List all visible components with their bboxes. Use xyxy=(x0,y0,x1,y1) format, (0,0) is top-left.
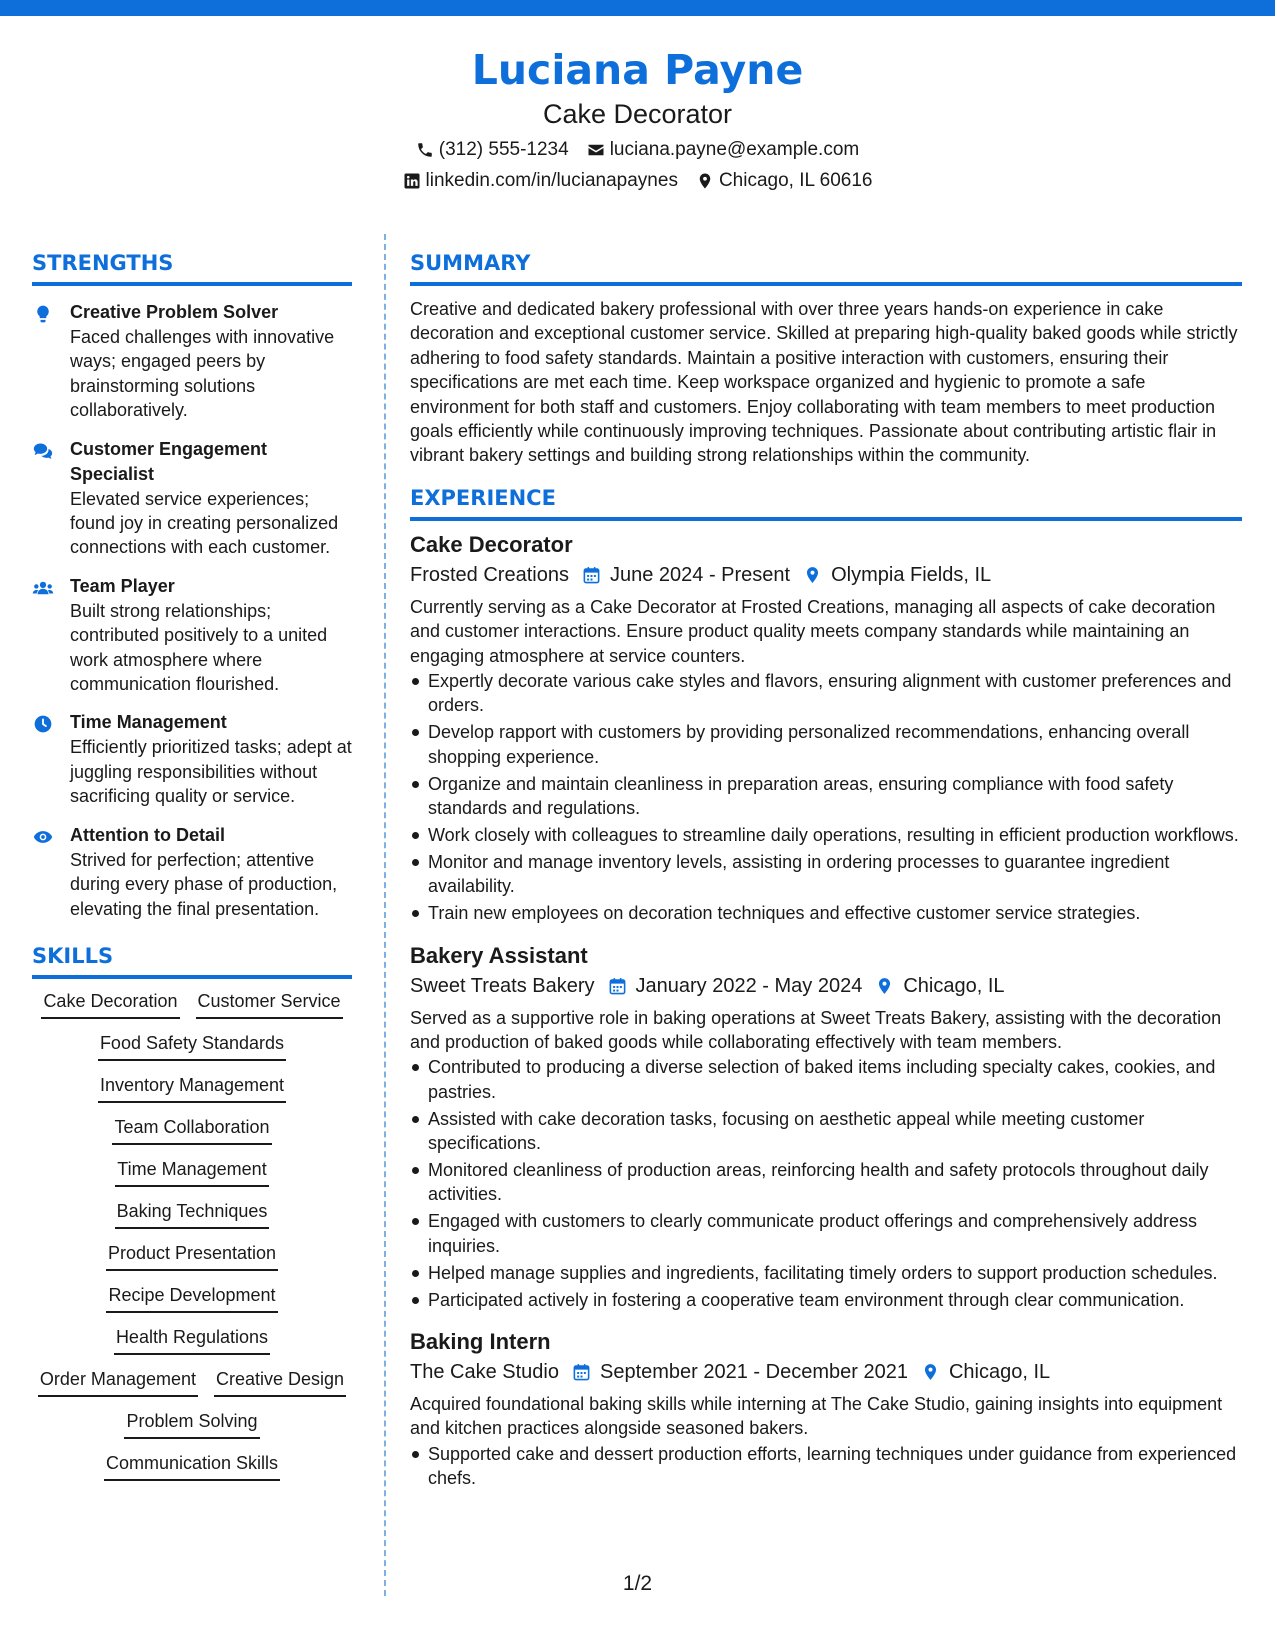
contact-row-1 xyxy=(0,138,1275,162)
strength-desc: Efficiently prioritized tasks; adept at juggling responsibilities without sacrificing quality or service. xyxy=(70,737,352,807)
location-text: Chicago, IL 60616 xyxy=(718,170,873,191)
linkedin-icon xyxy=(403,172,421,190)
job-description: Served as a supportive role in baking operations at Sweet Treats Bakery, assisting with the decoration and production of baked goods while collaborating effectively with team members. xyxy=(410,1007,1222,1053)
job-meta xyxy=(410,972,1242,1000)
strength-item xyxy=(32,823,352,921)
job-bullet: Assisted with cake decoration tasks, focusing on aesthetic appeal while meeting customer specifications. xyxy=(410,1107,1242,1156)
job-title: Baking Intern xyxy=(410,1329,551,1354)
skill-tag: Communication Skills xyxy=(104,1451,280,1481)
strength-desc: Built strong relationships; contributed positively to a united work atmosphere where communication flourished. xyxy=(70,600,328,695)
job-company: Sweet Treats Bakery xyxy=(410,974,595,997)
skill-tag: Customer Service xyxy=(196,989,343,1019)
job-bullet: Supported cake and dessert production efforts, learning techniques under guidance from experienced chefs. xyxy=(410,1442,1242,1491)
phone-icon xyxy=(416,141,434,159)
skill-tag: Inventory Management xyxy=(98,1073,286,1103)
strength-title: Customer Engagement Specialist xyxy=(70,438,268,484)
strength-title: Team Player xyxy=(70,575,175,596)
eye-icon xyxy=(32,827,54,847)
skills-list xyxy=(32,989,352,1481)
clock-icon xyxy=(32,714,54,734)
column-divider xyxy=(384,234,386,1596)
skill-tag: Health Regulations xyxy=(114,1325,270,1355)
resume-header xyxy=(0,42,1275,193)
calendar-icon xyxy=(582,565,601,585)
job-bullet: Expertly decorate various cake styles and flavors, ensuring alignment with customer preferences and orders. xyxy=(410,669,1242,718)
left-column xyxy=(32,248,352,1481)
lightbulb-icon xyxy=(32,304,54,324)
skill-tag: Problem Solving xyxy=(124,1409,259,1439)
job-entry xyxy=(410,531,1242,926)
contact-row-2 xyxy=(0,169,1275,193)
strength-item xyxy=(32,437,352,560)
email-text: luciana.payne@example.com xyxy=(609,139,860,160)
strength-title: Attention to Detail xyxy=(70,824,225,845)
page-number: 1/2 xyxy=(622,1572,653,1595)
skill-tag: Creative Design xyxy=(214,1367,346,1397)
strength-desc: Strived for perfection; attentive during every phase of production, elevating the final presentation. xyxy=(70,849,338,919)
job-bullet: Work closely with colleagues to streamline daily operations, resulting in efficient production workflows. xyxy=(410,823,1242,847)
job-bullet: Develop rapport with customers by providing personalized recommendations, enhancing overall shopping experience. xyxy=(410,720,1242,769)
job-bullets xyxy=(410,669,1242,926)
skill-tag: Team Collaboration xyxy=(112,1115,271,1145)
summary-text: Creative and dedicated bakery professional with over three years hands-on experience in cake decoration and exceptional customer service. Skilled at preparing high-quality baked goods while strictly adhering to food safety standards. Maintain a positive interaction with customers, ensuring their specifications are met each time. Keep workspace organized and hygienic to promote a safe environment for both staff and customers. Enjoy collaborating with team members to meet production goals efficiently while continuously improving techniques. Passionate about contributing artistic flair in vibrant bakery settings and building strong relationships within the community. xyxy=(410,299,1238,466)
strength-item xyxy=(32,710,352,808)
job-location: Olympia Fields, IL xyxy=(831,563,992,586)
strengths-list xyxy=(32,300,352,921)
job-dates: January 2022 - May 2024 xyxy=(635,974,863,997)
skill-tag: Food Safety Standards xyxy=(98,1031,286,1061)
strengths-heading: STRENGTHS xyxy=(32,248,352,286)
experience-heading: EXPERIENCE xyxy=(410,483,1242,521)
job-bullet: Participated actively in fostering a cooperative team environment through clear communication. xyxy=(410,1288,1242,1312)
linkedin-text: linkedin.com/in/lucianapaynes xyxy=(425,170,678,191)
map-pin-icon xyxy=(875,976,894,996)
comments-icon xyxy=(32,441,54,461)
job-bullet: Engaged with customers to clearly communicate product offerings and comprehensively address inquiries. xyxy=(410,1209,1242,1258)
candidate-title: Cake Decorator xyxy=(542,99,733,129)
strength-item xyxy=(32,574,352,697)
job-title: Bakery Assistant xyxy=(410,942,588,968)
candidate-name: Luciana Payne xyxy=(471,46,804,94)
skill-tag: Recipe Development xyxy=(106,1283,277,1313)
map-pin-icon xyxy=(696,172,714,190)
job-meta xyxy=(410,561,1242,589)
skill-tag: Product Presentation xyxy=(106,1241,278,1271)
contact-email[interactable] xyxy=(587,138,860,162)
job-bullets xyxy=(410,1055,1242,1312)
strength-item xyxy=(32,300,352,423)
contact-location xyxy=(696,169,873,193)
skill-tag: Cake Decoration xyxy=(41,989,179,1019)
job-bullet: Organize and maintain cleanliness in preparation areas, ensuring compliance with food safety standards and regulations. xyxy=(410,772,1242,821)
calendar-icon xyxy=(608,976,627,996)
map-pin-icon xyxy=(803,565,822,585)
right-column xyxy=(410,248,1242,1493)
users-icon xyxy=(32,578,54,598)
job-entry xyxy=(410,1328,1242,1491)
job-description: Acquired foundational baking skills while interning at The Cake Studio, gaining insights into equipment and kitchen practices alongside seasoned bakers. xyxy=(410,1394,1223,1439)
skill-tag: Baking Techniques xyxy=(115,1199,270,1229)
skill-tag: Order Management xyxy=(38,1367,198,1397)
job-bullet: Contributed to producing a diverse selection of baked items including specialty cakes, cookies, and pastries. xyxy=(410,1055,1242,1104)
map-pin-icon xyxy=(921,1362,940,1382)
strength-title: Time Management xyxy=(70,712,227,733)
envelope-icon xyxy=(587,141,605,159)
skill-tag: Time Management xyxy=(115,1157,268,1187)
job-dates: September 2021 - December 2021 xyxy=(599,1361,908,1383)
strength-title: Creative Problem Solver xyxy=(70,302,279,322)
job-meta xyxy=(410,1358,1242,1386)
job-location: Chicago, IL xyxy=(948,1361,1051,1383)
contact-linkedin[interactable] xyxy=(403,169,678,193)
job-bullet: Train new employees on decoration techniques and effective customer service strategies. xyxy=(410,901,1242,925)
skills-heading: SKILLS xyxy=(32,941,352,979)
contact-phone xyxy=(416,138,569,162)
job-entry xyxy=(410,942,1242,1312)
summary-heading: SUMMARY xyxy=(410,248,1242,286)
job-bullet: Monitor and manage inventory levels, assisting in ordering processes to guarantee ingredient availability. xyxy=(410,850,1242,899)
job-bullets xyxy=(410,1442,1242,1491)
calendar-icon xyxy=(572,1362,591,1382)
job-title: Cake Decorator xyxy=(410,531,573,557)
job-location: Chicago, IL xyxy=(903,974,1005,997)
job-bullet: Helped manage supplies and ingredients, facilitating timely orders to support production schedules. xyxy=(410,1261,1242,1285)
job-company: Frosted Creations xyxy=(410,563,569,586)
job-company: The Cake Studio xyxy=(410,1361,559,1383)
job-description: Currently serving as a Cake Decorator at Frosted Creations, managing all aspects of cake decoration and customer interactions. Ensure product quality meets company standards while maintaining an engaging atmosphere at service counters. xyxy=(410,596,1216,666)
job-dates: June 2024 - Present xyxy=(609,563,791,586)
phone-text: (312) 555-1234 xyxy=(438,139,569,160)
strength-desc: Faced challenges with innovative ways; engaged peers by brainstorming solutions collaboratively. xyxy=(70,327,335,421)
top-accent-bar xyxy=(0,0,1275,16)
strength-desc: Elevated service experiences; found joy in creating personalized connections with each customer. xyxy=(70,488,339,558)
job-bullet: Monitored cleanliness of production areas, reinforcing health and safety protocols throughout daily activities. xyxy=(410,1158,1242,1207)
